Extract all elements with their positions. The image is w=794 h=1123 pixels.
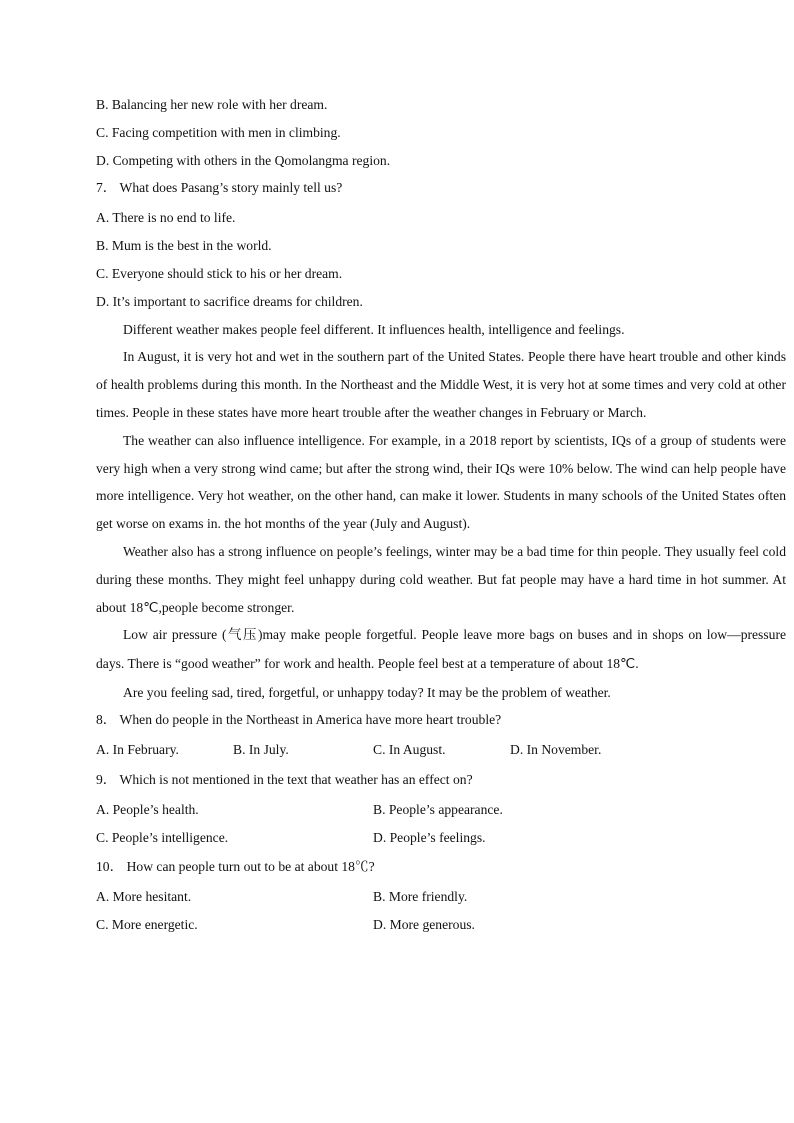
q9-options-row2 (96, 829, 786, 858)
q8-option-c: C. In August. (373, 742, 446, 758)
q10-option-c: C. More energetic. (96, 916, 198, 932)
passage-paragraph: Weather also has a strong influence on people’s feelings, winter may be a bad time for thin people. They usually feel cold during these months. They might feel unhappy during cold weather. But fat people may have a hard time in hot summer. At about 18℃,people become stronger. (96, 543, 786, 615)
q9-options-row1 (96, 801, 786, 829)
reading-passage (96, 316, 786, 707)
passage-paragraph: Different weather makes people feel different. It influences health, intelligence and feelings. (123, 321, 625, 337)
q9-option-a: A. People’s health. (96, 802, 199, 818)
q10-option-b: B. More friendly. (373, 889, 468, 905)
q9-option-b: B. People’s appearance. (373, 802, 503, 818)
q7-option-b: B. Mum is the best in the world. (96, 238, 272, 254)
q10-options-row2 (96, 916, 786, 944)
passage-paragraph: In August, it is very hot and wet in the southern part of the United States. People there have heart trouble and other kinds of health problems during this month. In the Northeast and the Middle West, it is very hot at some times and very cold at other times. People in these states have more heart trouble after the weather changes in February or March. (96, 349, 786, 420)
passage-paragraph: The weather can also influence intelligence. For example, in a 2018 report by scientists, IQs of a group of students were very high when a very strong wind came; but after the strong wind, their IQs were 10% below. The wind can help people have more intelligence. Very hot weather, on the other hand, can make it lower. Students in many schools of the United States often get worse on exams in. the hot months of the year (July and August). (96, 432, 786, 532)
q8-question: 8． When do people in the Northeast in America have more heart trouble? (96, 712, 502, 728)
q10-option-d: D. More generous. (373, 916, 475, 932)
q9-option-d: D. People’s feelings. (373, 830, 486, 846)
passage-paragraph: Are you feeling sad, tired, forgetful, or unhappy today? It may be the problem of weather. (123, 684, 611, 700)
q9-option-c: C. People’s intelligence. (96, 830, 229, 846)
q8-options (96, 741, 786, 771)
q7-option-a: A. There is no end to life. (96, 210, 236, 226)
q7-option-c: C. Everyone should stick to his or her dream. (96, 265, 343, 281)
q8-option-b: B. In July. (233, 742, 289, 758)
q9-question: 9． Which is not mentioned in the text that weather has an effect on? (96, 772, 473, 788)
q8-option-d: D. In November. (510, 742, 602, 758)
q10-option-a: A. More hesitant. (96, 889, 192, 905)
q6-option-b: B. Balancing her new role with her dream. (96, 97, 328, 112)
q7-question: 7． What does Pasang’s story mainly tell us? (96, 180, 343, 196)
q10-options-row1 (96, 888, 786, 916)
q7-option-d: D. It’s important to sacrifice dreams for children. (96, 293, 363, 309)
q10-question: 10． How can people turn out to be at about 18℃? (96, 859, 375, 875)
passage-paragraph: Low air pressure (气压)may make people forgetful. People leave more bags on buses and in shops on low—pressure days. There is “good weather” for work and health. People feel best at a temperature of about 18℃. (96, 627, 786, 671)
q6-option-d: D. Competing with others in the Qomolangma region. (96, 152, 391, 168)
q8-option-a: A. In February. (96, 742, 179, 758)
document-page (96, 96, 786, 944)
q6-option-c: C. Facing competition with men in climbing. (96, 124, 341, 140)
